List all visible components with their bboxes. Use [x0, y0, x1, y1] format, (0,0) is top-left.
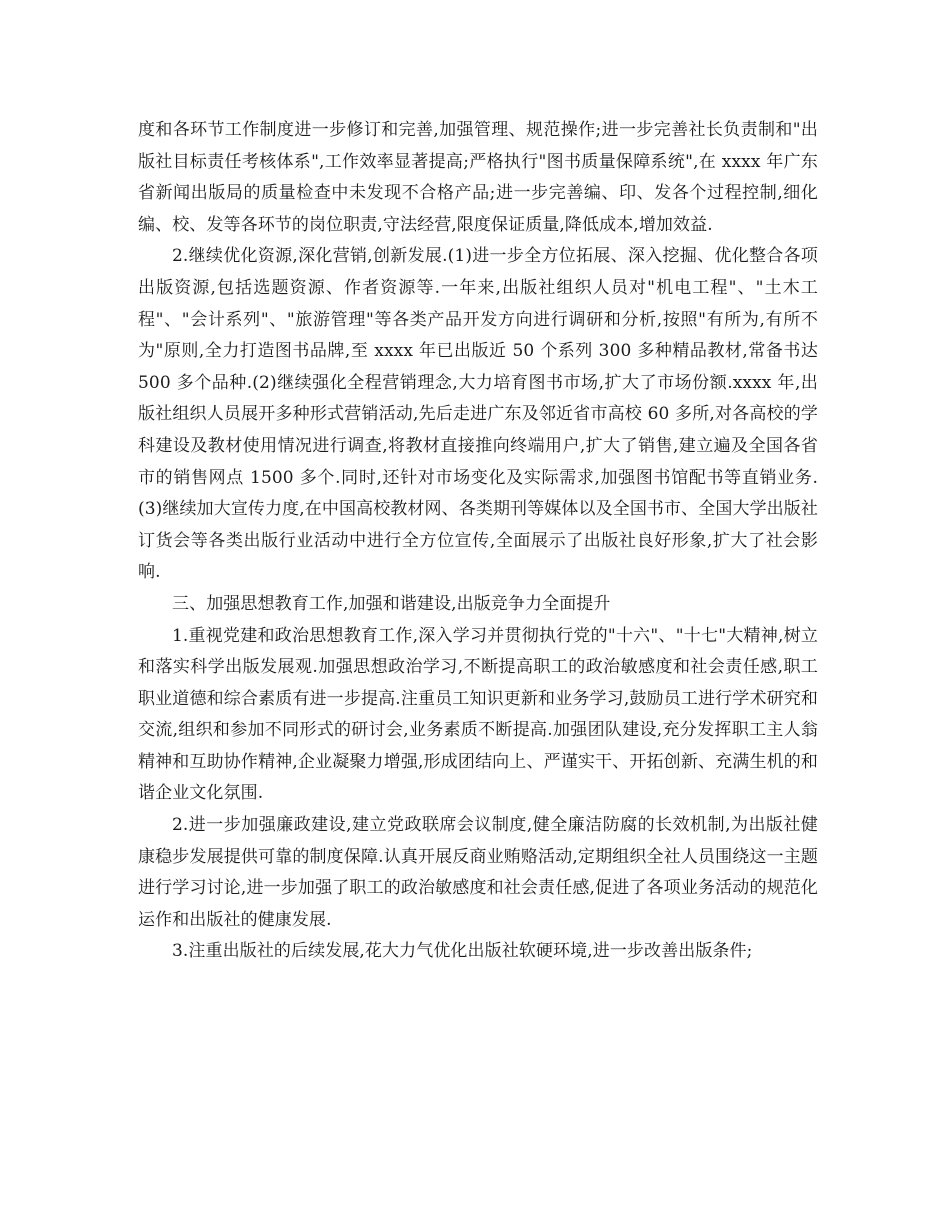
paragraph-party-building-education: 1.重视党建和政治思想教育工作,深入学习并贯彻执行党的"十六"、"十七"大精神,树立和落实科学出版发展观.加强思想政治学习,不断提高职工的政治敏感度和社会责任感,职工职业道德和综合素质有进一步提高.注重员工知识更新和业务学习,鼓励员工进行学术研究和交流,组织和参加不同形式的研讨会,业务素质不断提高.加强团队建设,充分发挥职工主人翁精神和互助协作精神,企业凝聚力增强,形成团结向上、严谨实干、开拓创新、充满生机的和谐企业文化氛围. [138, 625, 818, 804]
paragraph-future-development: 3.注重出版社的后续发展,花大力气优化出版社软硬环境,进一步改善出版条件; [172, 941, 753, 962]
document-body [138, 115, 818, 968]
paragraph-resource-optimization-marketing: 2.继续优化资源,深化营销,创新发展.(1)进一步全方位拓展、深入挖掘、优化整合各项出版资源,包括选题资源、作者资源等.一年来,出版社组织人员对"机电工程"、"土木工程"、"会计系列"、"旅游管理"等各类产品开发方向进行调研和分析,按照"有所为,有所不为"原则,全力打造图书品牌,至 xxxx 年已出版近 50 个系列 300 多种精品教材,常备书达 500 多个品种.(2)继续强化全程营销理念,大力培育图书市场,扩大了市场份额.xxxx 年,出版社组织人员展开多种形式营销活动,先后走进广东及邻近省市高校 60 多所,对各高校的学科建设及教材使用情况进行调查,将教材直接推向终端用户,扩大了销售,建立遍及全国各省市的销售网点 1500 多个.同时,还针对市场变化及实际需求,加强图书馆配书等直销业务.(3)继续加大宣传力度,在中国高校教材网、各类期刊等媒体以及全国书市、全国大学出版社订货会等各类出版行业活动中进行全方位宣传,全面展示了出版社良好形象,扩大了社会影响. [138, 246, 818, 583]
section-heading-ideological-education: 三、加强思想教育工作,加强和谐建设,出版竞争力全面提升 [172, 593, 611, 614]
paragraph-continued-quality-management: 度和各环节工作制度进一步修订和完善,加强管理、规范操作;进一步完善社长负责制和"出版社目标责任考核体系",工作效率显著提高;严格执行"图书质量保障系统",在 xxxx 年广东省新闻出版局的质量检查中未发现不合格产品;进一步完善编、印、发各个过程控制,细化编、校、发等各环节的岗位职责,守法经营,限度保证质量,降低成本,增加效益. [138, 120, 818, 235]
paragraph-integrity-building: 2.进一步加强廉政建设,建立党政联席会议制度,健全廉洁防腐的长效机制,为出版社健康稳步发展提供可靠的制度保障.认真开展反商业贿赂活动,定期组织全社人员围绕这一主题进行学习讨论,进一步加强了职工的政治敏感度和社会责任感,促进了各项业务活动的规范化运作和出版社的健康发展. [138, 815, 818, 930]
